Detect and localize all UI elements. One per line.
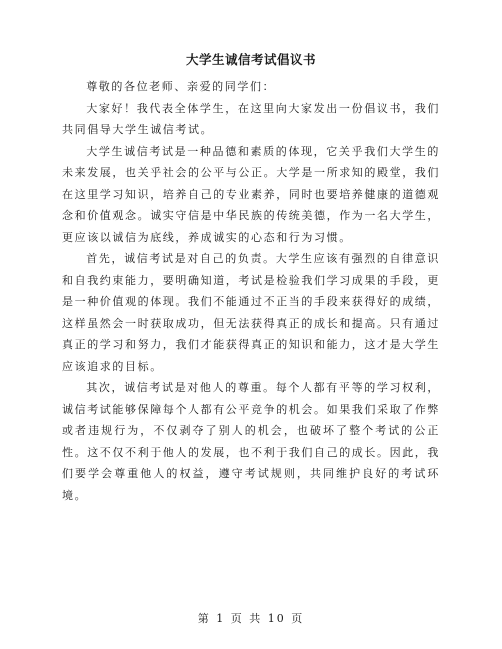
paragraph-intro: 大家好！我代表全体学生，在这里向大家发出一份倡议书，我们共同倡导大学生诚信考试。 (62, 101, 440, 136)
paragraph-integrity-importance: 大学生诚信考试是一种品德和素质的体现，它关乎我们大学生的未来发展，也关乎社会的公平与公正。大学是一所求知的殿堂，我们在这里学习知识，培养自己的专业素养，同时也要培养健康的道德观念和价值观念。诚实守信是中华民族的传统美德，作为一名大学生，更应该以诚信为底线，养成诚实的心态和行为习惯。 (62, 144, 440, 244)
greeting-line: 尊敬的各位老师、亲爱的同学们： (86, 80, 276, 93)
page-number-footer: 第 1 页 共 10 页 (197, 612, 305, 625)
paragraph-respect-others: 其次，诚信考试是对他人的尊重。每个人都有平等的学习权利，诚信考试能够保障每个人都有公平竞争的机会。如果我们采取了作弊或者违规行为，不仅剥夺了别人的机会，也破坏了整个考试的公正性。这不仅不利于他人的发展，也不利于我们自己的成长。因此，我们要学会尊重他人的权益，遵守考试规则，共同维护良好的考试环境。 (62, 381, 440, 502)
document-title: 大学生诚信考试倡议书 (185, 52, 316, 67)
paragraph-self-responsibility: 首先，诚信考试是对自己的负责。大学生应该有强烈的自律意识和自我约束能力，要明确知道，考试是检验我们学习成果的手段，更是一种价值观的体现。我们不能通过不正当的手段来获得好的成绩，这样虽然会一时获取成功，但无法获得真正的成长和提高。只有通过真正的学习和努力，我们才能获得真正的知识和能力，这才是大学生应该追求的目标。 (62, 252, 440, 373)
